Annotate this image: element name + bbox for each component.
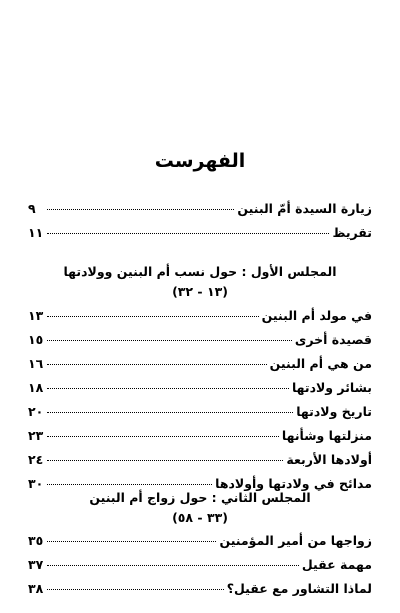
dot-leader <box>47 364 267 365</box>
section-heading <box>0 488 400 528</box>
toc-entry <box>28 225 372 249</box>
entry-label: مدائح في ولادتها وأولادها <box>215 476 372 491</box>
section-title: المجلس الأول : حول نسب أم البنين وولادتها <box>63 264 337 279</box>
entry-page: ١٨ <box>28 380 44 395</box>
dot-leader <box>47 460 283 461</box>
dot-leader <box>47 565 299 566</box>
section-range: (٣٣ - ٥٨) <box>172 510 228 525</box>
toc-entry <box>28 356 372 380</box>
entry-page: ٩ <box>28 201 36 216</box>
toc-entry <box>28 557 372 581</box>
entry-page: ١٦ <box>28 356 44 371</box>
entry-label: زيارة السيدة أمّ البنين <box>237 201 372 216</box>
toc-entry <box>28 404 372 428</box>
dot-leader <box>47 436 279 437</box>
entry-page: ٢٤ <box>28 452 44 467</box>
entry-label: منزلتها وشأنها <box>281 428 372 443</box>
entry-label: بشائر ولادتها <box>291 380 372 395</box>
dot-leader <box>47 589 224 590</box>
dot-leader <box>47 209 234 210</box>
entry-page: ٣٠ <box>28 476 44 491</box>
section-heading <box>0 262 400 302</box>
entry-page: ٣٨ <box>28 581 44 596</box>
section-title: المجلس الثاني : حول زواج أم البنين <box>89 490 311 505</box>
toc-entry <box>28 308 372 332</box>
dot-leader <box>47 316 259 317</box>
dot-leader <box>47 340 292 341</box>
entry-page: ٣٧ <box>28 557 44 572</box>
toc-entry <box>28 380 372 404</box>
entry-label: من هي أم البنين <box>269 356 372 371</box>
toc-entry <box>28 201 372 225</box>
entry-label: زواجها من أمير المؤمنين <box>219 533 372 548</box>
entry-page: ١٥ <box>28 332 44 347</box>
dot-leader <box>47 541 216 542</box>
toc-entry <box>28 428 372 452</box>
entry-page: ٣٥ <box>28 533 44 548</box>
page-title: الفهرست <box>154 150 246 172</box>
dot-leader <box>47 484 212 485</box>
intro-list <box>28 201 372 249</box>
dot-leader <box>47 388 289 389</box>
toc-entry <box>28 332 372 356</box>
section-list <box>28 308 372 500</box>
entry-label: لماذا التشاور مع عقيل؟ <box>226 581 372 596</box>
toc-entry <box>28 452 372 476</box>
section-list <box>28 533 372 605</box>
entry-label: تاريخ ولادتها <box>296 404 372 419</box>
dot-leader <box>47 412 293 413</box>
entry-label: مهمة عقيل <box>301 557 372 572</box>
entry-page: ٢٣ <box>28 428 44 443</box>
entry-page: ١٣ <box>28 308 44 323</box>
toc-entry <box>28 581 372 605</box>
entry-page: ١١ <box>28 225 44 240</box>
entry-label: تقريظ <box>332 225 372 240</box>
entry-label: قصيدة أخرى <box>294 332 372 347</box>
entry-page: ٢٠ <box>28 404 44 419</box>
section-range: (١٣ - ٣٢) <box>172 284 228 299</box>
dot-leader <box>47 233 329 234</box>
entry-label: في مولد أم البنين <box>261 308 372 323</box>
entry-label: أولادها الأربعة <box>286 452 372 467</box>
toc-entry <box>28 533 372 557</box>
